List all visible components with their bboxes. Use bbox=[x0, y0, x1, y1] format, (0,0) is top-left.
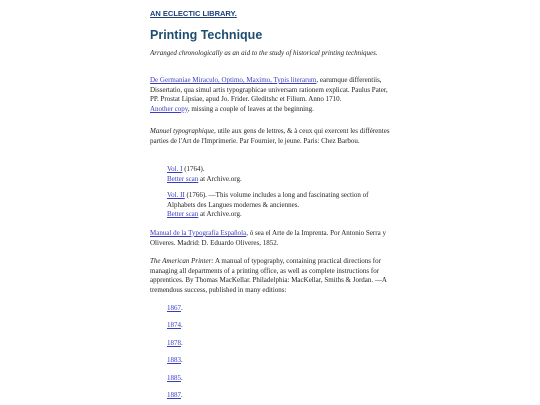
site-name-dot: . bbox=[234, 9, 237, 18]
entry-manual-tipografia-link[interactable]: Manual de la Typografía Española bbox=[150, 229, 247, 237]
entry-de-germaniae-text: , earumque differentiis, Dissertatio, qua simul artis typographicae universam rationem explicat. Paulus Pater, PP. Prostat Lipsiae, apud Jo. Frider. Gleditshc et Filium. Anno 1710. bbox=[150, 76, 388, 103]
volume-1 bbox=[167, 165, 389, 184]
vol-2-link[interactable]: Vol. II bbox=[167, 191, 185, 199]
entry-de-germaniae bbox=[150, 76, 390, 114]
edition-item: 1885. bbox=[167, 374, 183, 382]
vol-1-link[interactable]: Vol. I bbox=[167, 165, 183, 173]
entry-manual-tipografia-text: , ó sea el Arte de la Imprenta. Por Antonio Serra y Oliveres. Madrid: D. Eduardo Oliveres, 1852. bbox=[150, 229, 386, 247]
page-title: Printing Technique bbox=[150, 28, 263, 42]
volume-2 bbox=[167, 191, 389, 220]
edition-1887-link[interactable]: 1887 bbox=[167, 391, 181, 399]
edition-item: 1887. bbox=[167, 391, 183, 399]
vol-2-text: (1766). —This volume includes a long and fascinating section of Alphabets des Langues modernes & anciennes. bbox=[167, 191, 369, 209]
entry-american-printer bbox=[150, 257, 390, 295]
entry-de-germaniae-link[interactable]: De Germaniae Miraculo, Optimo, Maximo, Typis literarum bbox=[150, 76, 317, 84]
edition-item: 1874. bbox=[167, 321, 183, 329]
edition-1885-link[interactable]: 1885 bbox=[167, 374, 181, 382]
entry-manuel-text: , utile aux gens de lettres, & à ceux qui exercent les différentes parties de l'Art de l'Imprimerie. Par Fournier, le jeune. Paris: Chez Barbou. bbox=[150, 127, 390, 145]
entry-manual-tipografia bbox=[150, 229, 390, 248]
another-copy-link[interactable]: Another copy bbox=[150, 104, 188, 113]
edition-item: 1878. bbox=[167, 339, 183, 347]
vol-1-scan-text: at Archive.org. bbox=[198, 174, 242, 183]
vol-1-text: (1764). bbox=[182, 165, 205, 173]
entry-manuel-title: Manuel typographique bbox=[150, 127, 214, 135]
edition-1874-link[interactable]: 1874 bbox=[167, 321, 181, 329]
edition-1867-link[interactable]: 1867 bbox=[167, 304, 181, 312]
entry-american-printer-title: The American Printer: bbox=[150, 257, 214, 265]
vol-2-better-scan-link[interactable]: Better scan bbox=[167, 210, 199, 218]
entry-manuel-typographique bbox=[150, 127, 390, 146]
entry-american-printer-text: A manual of typography, containing practical directions for managing all departments of a printing office, as well as complete instructions for apprentices. By Thomas MacKellar. Philadelphia: MacKellar, Smiths & Jordan. —A tremendous success, published in many editions: bbox=[150, 257, 387, 294]
vol-1-better-scan-link[interactable]: Better scan bbox=[167, 174, 199, 183]
another-copy-text: , missing a couple of leaves at the beginning. bbox=[187, 104, 314, 113]
vol-2-scan-text: at Archive.org. bbox=[198, 210, 242, 218]
edition-item: 1867. bbox=[167, 304, 183, 312]
intro-text: Arranged chronologically as an aid to the study of historical printing techniques. bbox=[150, 49, 378, 57]
edition-item: 1883. bbox=[167, 356, 183, 364]
edition-1878-link[interactable]: 1878 bbox=[167, 339, 181, 347]
site-home-link[interactable]: AN ECLECTIC LIBRARY bbox=[150, 9, 235, 18]
site-home-link-wrap bbox=[150, 9, 237, 18]
edition-1883-link[interactable]: 1883 bbox=[167, 356, 181, 364]
